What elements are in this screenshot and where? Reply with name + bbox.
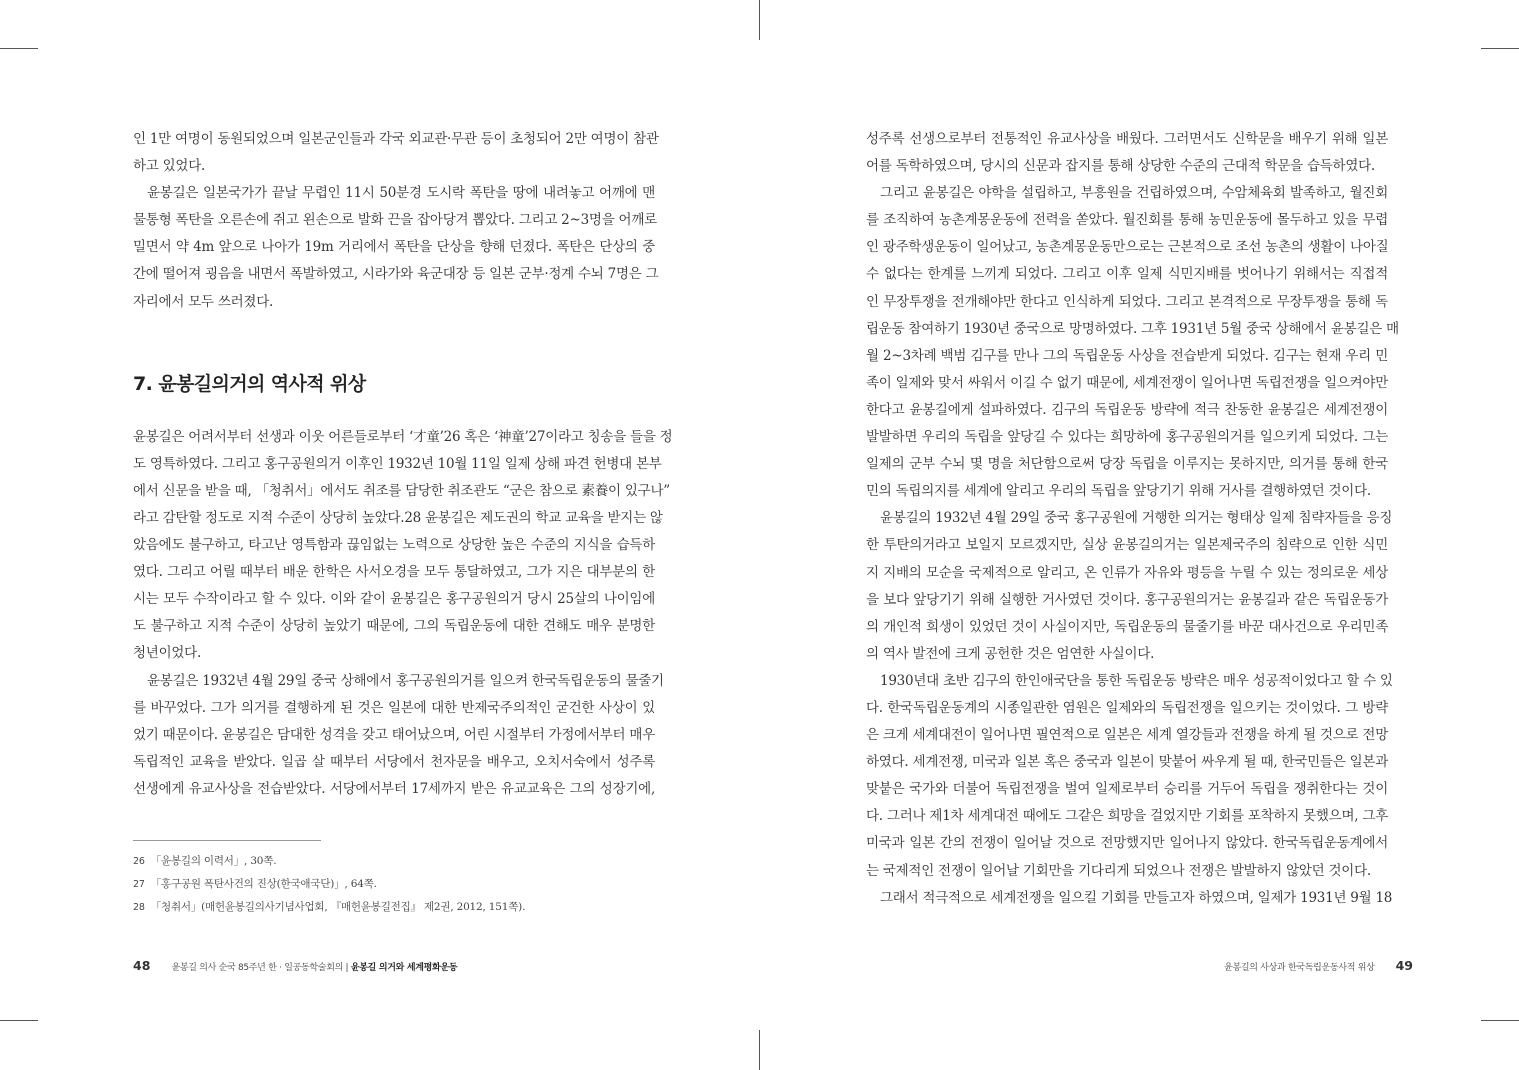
text-line: 었기 때문이다. 윤봉길은 담대한 성격을 갖고 태어났으며, 어린 시절부터 가정에서부터 매우: [133, 726, 655, 743]
text-line: 일제의 군부 수뇌 몇 명을 처단함으로써 당장 독립을 이루지는 못하지만, 의거를 통해 한국: [866, 456, 1388, 473]
paragraph: [133, 126, 659, 180]
text-line: 시는 모두 수작이라고 할 수 있다. 이와 같이 윤봉길은 홍구공원의거 당시 25살의 나이임에: [133, 591, 655, 608]
paragraph: [133, 424, 673, 668]
text-line: 은 크게 세계대전이 일어나면 필연적으로 일본은 세계 열강들과 전쟁을 하게 될 것으로 전망: [866, 727, 1388, 744]
text-line: 하였다. 세계전쟁, 미국과 일본 혹은 중국과 일본이 맞붙어 싸우게 될 때, 한국민들은 일본과: [866, 754, 1388, 771]
text-line: 윤봉길의 1932년 4월 29일 중국 홍구공원에 거행한 의거는 형태상 일제 침략자들을 응징: [880, 510, 1393, 527]
footnote: [133, 873, 655, 896]
text-line: 1930년대 초반 김구의 한인애국단을 통한 독립운동 방략은 매우 성공적이었다고 할 수 있: [880, 672, 1393, 689]
left-page: [0, 0, 759, 1070]
text-line: 인 1만 여명이 동원되었으며 일본군인들과 각국 외교관·무관 등이 초청되어 2만 여명이 참관: [133, 131, 659, 147]
paragraph: [133, 668, 664, 803]
paragraph: [866, 126, 1388, 180]
page-number: 48: [133, 958, 151, 973]
text-line: 그래서 적극적으로 세계전쟁을 일으킬 기회를 만들고자 하였으며, 일제가 1931년 9월 18: [880, 889, 1393, 906]
text-line: 았음에도 불구하고, 타고난 영특함과 끊임없는 노력으로 상당한 높은 수준의 지식을 습득하: [133, 537, 655, 554]
text-line: 는 국제적인 전쟁이 일어날 기회만을 기다리게 되었으나 전쟁은 발발하지 않았던 것이다.: [866, 862, 1371, 879]
text-line: 도 불구하고 지적 수준이 상당히 높았기 때문에, 그의 독립운동에 대한 견해도 매우 분명한: [133, 618, 655, 635]
text-line: 밀면서 약 4m 앞으로 나아가 19m 거리에서 폭탄을 단상을 향해 던졌다. 폭탄은 단상의 중: [133, 239, 655, 256]
text-line: 윤봉길은 일본국가가 끝날 무렵인 11시 50분경 도시락 폭탄을 땅에 내려놓고 어깨에 맨: [147, 185, 655, 202]
text-line: 수 없다는 한계를 느끼게 되었다. 그리고 이후 일제 식민지배를 벗어나기 위해서는 직접적: [866, 266, 1388, 283]
text-line: 의 역사 발전에 크게 공헌한 것은 엄연한 사실이다.: [866, 645, 1155, 662]
text-line: 였다. 그리고 어릴 때부터 배운 한학은 사서오경을 모두 통달하였고, 그가 지은 대부분의 한: [133, 564, 655, 581]
running-head-title: 윤봉길 의거와 세계평화운동: [350, 963, 458, 973]
text-line: 에서 신문을 받을 때, 「청취서」에서도 취조를 담당한 취조관도 “군은 참으로 素養이 있구나”: [133, 482, 670, 499]
footnote-number: 27: [133, 879, 145, 890]
text-line: 하고 있었다.: [133, 158, 206, 175]
text-line: 발발하면 우리의 독립을 앞당길 수 있다는 희망하에 홍구공원의거를 일으키게 되었다. 그는: [866, 429, 1388, 446]
text-line: 한다고 윤봉길에게 설파하였다. 김구의 독립운동 방략에 적극 찬동한 윤봉길은 세계전쟁이: [866, 401, 1388, 418]
text-line: 을 보다 앞당기기 위해 실행한 거사였던 것이다. 홍구공원의거는 윤봉길과 같은 독립운동가: [866, 591, 1388, 608]
text-line: 한 투탄의거라고 보일지 모르겠지만, 실상 윤봉길의거는 일본제국주의 침략으로 인한 식민: [866, 537, 1388, 554]
right-page-folio: [1224, 955, 1413, 974]
text-line: 자리에서 모두 쓰러졌다.: [133, 293, 274, 310]
text-line: 의 개인적 희생이 있었던 것이 사실이지만, 독립운동의 물줄기를 바꾼 대사건으로 우리민족: [866, 618, 1388, 635]
running-head: 윤봉길의 사상과 한국독립운동사적 위상: [1224, 963, 1375, 973]
right-page: [760, 0, 1519, 1070]
paragraph: [866, 668, 1393, 885]
paragraph: [133, 180, 659, 315]
paragraph: [866, 885, 1393, 912]
paragraph: [866, 505, 1393, 668]
text-line: 선생에게 유교사상을 전습받았다. 서당에서부터 17세까지 받은 유교교육은 그의 성장기에,: [133, 780, 655, 797]
text-line: 지 지배의 모순을 국제적으로 알리고, 온 인류가 자유와 평등을 누릴 수 있는 정의로운 세상: [866, 564, 1388, 581]
text-line: 성주록 선생으로부터 전통적인 유교사상을 배웠다. 그러면서도 신학문을 배우기 위해 일본: [866, 131, 1388, 147]
text-line: 미국과 일본 간의 전쟁이 일어날 것으로 전망했지만 일어나지 않았다. 한국독립운동계에서: [866, 835, 1388, 852]
text-line: 민의 독립의지를 세계에 알리고 우리의 독립을 앞당기기 위해 거사를 결행하였던 것이다.: [866, 483, 1371, 500]
text-line: 인 광주학생운동이 일어났고, 농촌계몽운동만으로는 근본적으로 조선 농촌의 생활이 나아질: [866, 239, 1389, 256]
text-line: 를 바꾸었다. 그가 의거를 결행하게 된 것은 일본에 대한 반제국주의적인 굳건한 사상이 있: [133, 699, 655, 716]
text-line: 도 영특하였다. 그리고 홍구공원의거 이후인 1932년 10월 11일 일제 상해 파견 헌병대 본부: [133, 455, 662, 472]
text-line: 라고 감탄할 정도로 지적 수준이 상당히 높았다.28 윤봉길은 제도권의 학교 교육을 받지는 않: [133, 509, 663, 526]
left-body-column: [133, 126, 673, 803]
text-line: 맞붙은 국가와 더불어 독립전쟁을 벌여 일제로부터 승리를 거두어 독립을 쟁취한다는 것이: [866, 781, 1388, 798]
footnote-number: 28: [133, 902, 145, 913]
footnote: [133, 850, 655, 873]
running-head-prefix: 윤봉길 의사 순국 85주년 한 · 일공동학술회의 |: [171, 963, 351, 973]
footnote-number: 26: [133, 856, 145, 867]
text-line: 족이 일제와 맞서 싸워서 이길 수 없기 때문에, 세계전쟁이 일어나면 독립전쟁을 일으켜야만: [866, 374, 1388, 391]
text-line: 독립적인 교육을 받았다. 일곱 살 때부터 서당에서 천자문을 배우고, 오치서숙에서 성주록: [133, 753, 655, 770]
footnote-text: 「윤봉길의 이력서」, 30쪽.: [150, 855, 277, 867]
right-body-column: [866, 126, 1399, 912]
footnote: [133, 896, 655, 919]
text-line: 립운동 참여하기 1930년 중국으로 망명하였다. 그후 1931년 5월 중국 상해에서 윤봉길은 매: [866, 320, 1399, 337]
footnotes: [133, 850, 655, 919]
text-line: 어를 독학하였으며, 당시의 신문과 잡지를 통해 상당한 수준의 근대적 학문을 습득하였다.: [866, 158, 1375, 175]
paragraph: [866, 180, 1399, 505]
left-page-folio: [133, 955, 457, 974]
footnote-text: 「홍구공원 폭탄사건의 진상(한국애국단)」, 64쪽.: [150, 878, 377, 890]
section-heading: 7. 윤봉길의거의 역사적 위상: [133, 372, 366, 395]
text-line: 인 무장투쟁을 전개해야만 한다고 인식하게 되었다. 그리고 본격적으로 무장투쟁을 통해 독: [866, 293, 1388, 310]
text-line: 윤봉길은 1932년 4월 29일 중국 상해에서 홍구공원의거를 일으켜 한국독립운동의 물줄기: [147, 672, 664, 689]
text-line: 물통형 폭탄을 오른손에 쥐고 왼손으로 발화 끈을 잡아당겨 뽑았다. 그리고 2~3명을 어깨로: [133, 212, 657, 229]
text-line: 청년이었다.: [133, 645, 201, 662]
text-line: 그리고 윤봉길은 야학을 설립하고, 부흥원을 건립하였으며, 수암체육회 발족하고, 월진회: [880, 185, 1388, 202]
text-line: 월 2~3차례 백범 김구를 만나 그의 독립운동 사상을 전습받게 되었다. 김구는 현재 우리 민: [866, 347, 1388, 364]
text-line: 간에 떨어져 굉음을 내면서 폭발하였고, 시라가와 육군대장 등 일본 군부·정계 수뇌 7명은 그: [133, 266, 659, 283]
running-head: [172, 963, 458, 973]
footnote-text: 「청취서」(매헌윤봉길의사기념사업회, 『매헌윤봉길전집』 제2권, 2012, 151쪽).: [150, 901, 526, 913]
text-line: 를 조직하여 농촌계몽운동에 전력을 쏟았다. 월진회를 통해 농민운동에 몰두하고 있을 무렵: [866, 212, 1388, 229]
text-line: 다. 한국독립운동계의 시종일관한 염원은 일제와의 독립전쟁을 일으키는 것이었다. 그 방략: [866, 699, 1388, 716]
footnote-divider: [133, 840, 321, 841]
text-line: 윤봉길은 어려서부터 선생과 이웃 어른들로부터 ‘才童’26 혹은 ‘神童’27이라고 칭송을 들을 정: [133, 428, 673, 445]
page-number: 49: [1395, 958, 1413, 973]
text-line: 다. 그러나 제1차 세계대전 때에도 그같은 희망을 걸었지만 기회를 포착하지 못했으며, 그후: [866, 808, 1388, 825]
